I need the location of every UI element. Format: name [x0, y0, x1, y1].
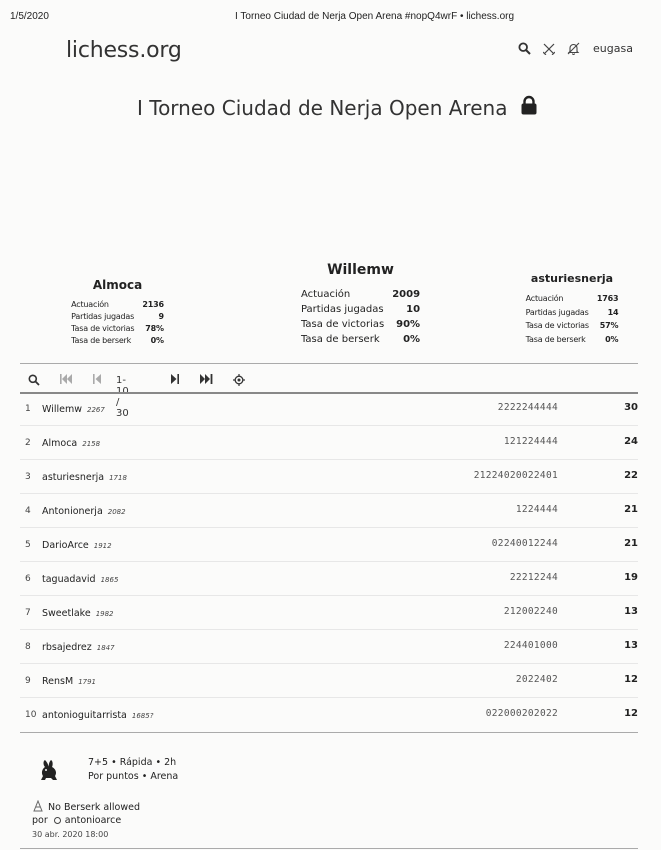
stat-value: 1763 — [596, 294, 619, 303]
player-rating: 1718 — [109, 474, 127, 482]
stat-value: 0% — [403, 334, 421, 345]
user-status-icon — [54, 817, 61, 824]
stat-value: 0% — [150, 336, 164, 345]
score-sheet: 02240012244 — [491, 538, 558, 549]
table-row[interactable] — [20, 562, 638, 596]
player[interactable] — [42, 404, 105, 415]
player-name[interactable]: Willemw — [42, 404, 82, 415]
player[interactable] — [42, 676, 96, 687]
player[interactable] — [42, 540, 112, 551]
table-row[interactable] — [20, 494, 638, 528]
tournament-title — [137, 95, 539, 120]
by-label: por — [32, 815, 48, 826]
standings-table — [20, 392, 638, 732]
rank: 3 — [25, 472, 31, 482]
player[interactable] — [42, 642, 115, 653]
stat-value: 2009 — [392, 289, 421, 300]
podium-third-name[interactable]: asturiesnerja — [530, 272, 614, 285]
stat-label: Actuación — [525, 294, 564, 303]
top-right-toolbar — [518, 42, 633, 55]
player-name[interactable]: Antonionerja — [42, 506, 103, 517]
stat-value: 10 — [406, 304, 421, 315]
stat-value: 0% — [605, 334, 619, 344]
created-date: 30 abr. 2020 18:00 — [32, 830, 109, 839]
player-rating: 1685? — [131, 712, 154, 720]
score-sheet: 2222244444 — [497, 402, 558, 413]
total-score: 13 — [624, 640, 638, 651]
no-berserk-notice — [32, 800, 140, 815]
player[interactable] — [42, 574, 118, 585]
divider — [20, 732, 638, 733]
player-rating: 1982 — [95, 610, 114, 618]
podium-third — [522, 272, 622, 346]
total-score: 12 — [624, 674, 638, 685]
player[interactable] — [42, 506, 126, 517]
stat-label: Partidas jugadas — [71, 312, 135, 321]
creator-name[interactable]: antonioarce — [64, 815, 122, 826]
stat-label: Actuación — [71, 300, 109, 309]
player-name[interactable]: Almoca — [42, 438, 78, 449]
tournament-format: Por puntos • Arena — [88, 771, 179, 782]
table-row[interactable] — [20, 664, 638, 698]
stat-value: 9 — [158, 312, 164, 321]
player-rating: 1791 — [78, 678, 97, 686]
player[interactable] — [42, 472, 127, 483]
stat-label: Partidas jugadas — [525, 307, 589, 317]
stat-label: Tasa de berserk — [525, 334, 586, 344]
stat-label: Actuación — [300, 289, 351, 300]
score-sheet: 224401000 — [503, 640, 558, 651]
table-row[interactable] — [20, 528, 638, 562]
table-row[interactable] — [20, 426, 638, 460]
player[interactable] — [42, 710, 153, 721]
podium-first-stats — [301, 287, 420, 347]
tournament-name: I Torneo Ciudad de Nerja Open Arena — [137, 95, 508, 120]
next-page-icon[interactable] — [171, 374, 179, 384]
player-name[interactable]: rbsajedrez — [42, 642, 92, 653]
podium-second-stats — [71, 299, 164, 347]
site-logo[interactable]: lichess.org — [66, 38, 182, 63]
player-rating: 1847 — [96, 644, 115, 652]
my-position-icon[interactable] — [233, 374, 245, 386]
rank: 2 — [25, 438, 31, 448]
table-row[interactable] — [20, 698, 638, 732]
player-rating: 1865 — [100, 576, 119, 584]
stat-value: 2136 — [142, 300, 164, 309]
total-score: 21 — [624, 538, 638, 549]
player-name[interactable]: taguadavid — [42, 574, 96, 585]
score-sheet: 212002240 — [503, 606, 558, 617]
player-rating: 1912 — [93, 542, 112, 550]
print-date: 1/5/2020 — [10, 11, 49, 22]
rabbit-icon — [36, 758, 60, 786]
player-name[interactable]: DarioArce — [42, 540, 89, 551]
player[interactable] — [42, 608, 114, 619]
page-range: 1- / 30 — [116, 375, 129, 419]
podium-third-stats — [526, 292, 619, 346]
stat-label: Tasa de victorias — [300, 319, 385, 330]
podium-first — [298, 262, 423, 347]
rank: 1 — [25, 404, 31, 414]
rank: 10 — [25, 710, 37, 720]
score-sheet: 2022402 — [515, 674, 558, 685]
player-rating: 2267 — [86, 406, 105, 414]
stat-label: Partidas jugadas — [300, 304, 384, 315]
rank: 9 — [25, 676, 31, 686]
stat-label: Tasa de berserk — [300, 334, 380, 345]
total-score: 24 — [624, 436, 638, 447]
no-berserk-label: No Berserk allowed — [48, 802, 140, 813]
crossed-swords-icon[interactable] — [543, 43, 555, 55]
player[interactable] — [42, 438, 100, 449]
last-page-icon[interactable] — [200, 374, 213, 384]
podium-second-name[interactable]: Almoca — [92, 278, 143, 292]
total-score: 21 — [624, 504, 638, 515]
player-name[interactable]: asturiesnerja — [42, 472, 105, 483]
search-icon[interactable] — [28, 374, 40, 386]
bell-off-icon[interactable] — [567, 42, 580, 55]
first-page-icon[interactable] — [60, 374, 72, 384]
player-rating: 2158 — [82, 440, 101, 448]
table-row[interactable] — [20, 596, 638, 630]
stat-label: Tasa de berserk — [71, 336, 132, 345]
total-score: 30 — [624, 402, 638, 413]
print-page-title: I Torneo Ciudad de Nerja Open Arena #nopQ4wrF • lichess.org — [235, 11, 515, 22]
created-by — [32, 815, 121, 826]
no-berserk-icon — [32, 800, 44, 815]
score-sheet: 121224444 — [503, 436, 558, 447]
table-row[interactable] — [20, 460, 638, 494]
podium-first-name[interactable]: Willemw — [327, 262, 394, 278]
previous-page-icon[interactable] — [93, 374, 101, 384]
divider — [20, 363, 638, 364]
stat-value: 57% — [599, 321, 619, 330]
table-row[interactable] — [20, 630, 638, 664]
lock-icon — [519, 95, 539, 120]
player-name[interactable]: Sweetlake — [42, 608, 91, 619]
username[interactable]: eugasa — [593, 42, 633, 55]
score-sheet: 21224020022401 — [473, 470, 558, 481]
divider — [20, 848, 638, 849]
total-score: 19 — [624, 572, 638, 583]
total-score: 12 — [624, 708, 638, 719]
total-score: 22 — [624, 470, 638, 481]
rank: 5 — [25, 540, 31, 550]
score-sheet: 1224444 — [515, 504, 558, 515]
podium-second — [70, 278, 165, 347]
score-sheet: 022000202022 — [485, 708, 558, 719]
stat-label: Tasa de victorias — [525, 321, 589, 330]
table-row[interactable] — [20, 392, 638, 426]
player-rating: 2082 — [107, 508, 126, 516]
stat-value: 14 — [607, 307, 619, 317]
player-name[interactable]: antonioguitarrista — [42, 710, 127, 721]
rank: 6 — [25, 574, 31, 584]
rank: 8 — [25, 642, 31, 652]
score-sheet: 22212244 — [509, 572, 558, 583]
total-score: 13 — [624, 606, 638, 617]
rank: 4 — [25, 506, 31, 516]
rank: 7 — [25, 608, 31, 618]
stat-value: 90% — [396, 319, 421, 330]
stat-value: 78% — [145, 324, 164, 333]
search-icon[interactable] — [518, 42, 531, 55]
stat-label: Tasa de victorias — [71, 324, 135, 333]
time-control: 7+5 • Rápida • 2h — [88, 757, 177, 768]
player-name[interactable]: RensM — [42, 676, 74, 687]
